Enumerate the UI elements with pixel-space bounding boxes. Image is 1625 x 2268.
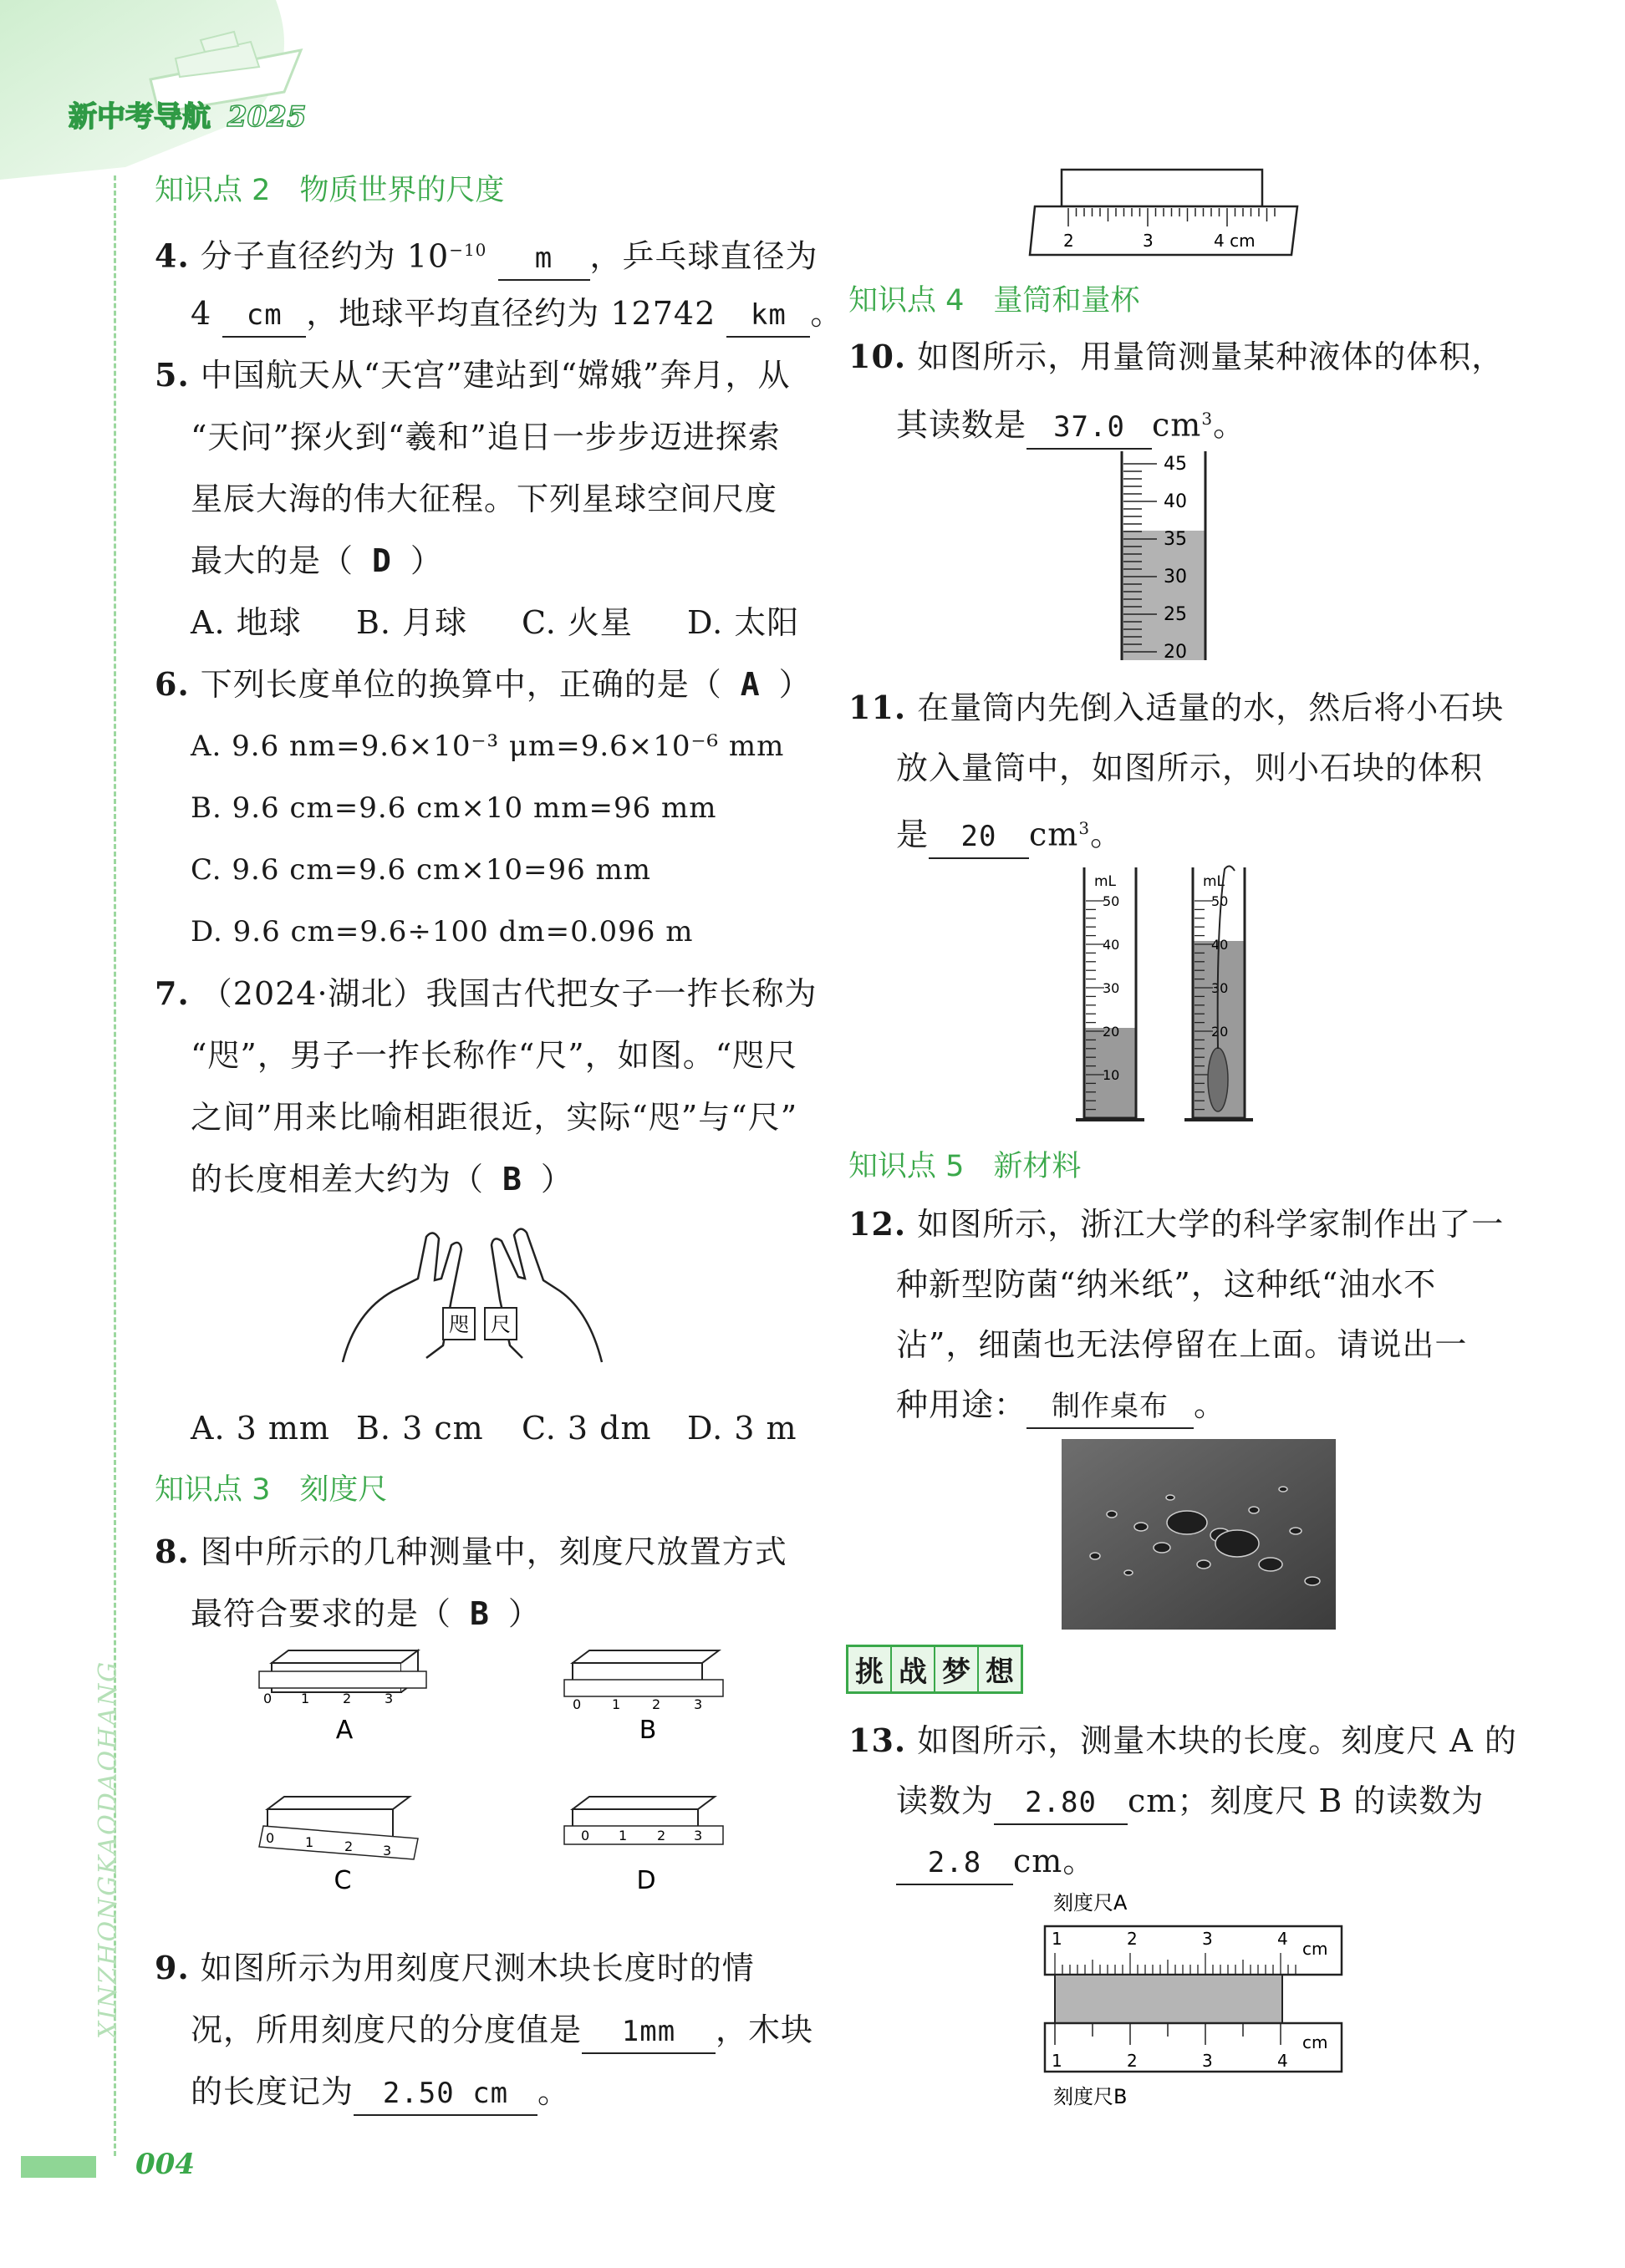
- challenge-char-2: 战: [892, 1647, 934, 1691]
- q4-line2: 4 cm ，地球平均直径约为 12742 km 。: [191, 282, 843, 344]
- q7-answer[interactable]: B: [502, 1161, 522, 1198]
- svg-text:1: 1: [612, 1696, 621, 1712]
- svg-text:3: 3: [1143, 231, 1154, 251]
- svg-text:50: 50: [1211, 893, 1229, 909]
- svg-text:2: 2: [1063, 231, 1074, 251]
- q5-option-a[interactable]: A. 地球: [191, 604, 302, 641]
- q7-option-d[interactable]: D. 3 m: [687, 1410, 797, 1447]
- svg-text:45: 45: [1164, 454, 1187, 475]
- q4-number: 4.: [155, 236, 190, 275]
- q13-line3: 2.8 cm。: [896, 1830, 1095, 1892]
- hands-label-zhi: 咫: [449, 1313, 469, 1336]
- svg-text:3: 3: [694, 1696, 703, 1712]
- challenge-badge: [846, 1645, 1023, 1694]
- nano-paper-photo: [1062, 1439, 1336, 1630]
- q8-label-b: B: [639, 1716, 657, 1745]
- svg-text:40: 40: [1103, 937, 1120, 953]
- svg-text:mL: mL: [1203, 873, 1225, 890]
- ruler-a-label: 刻度尺A: [1053, 1891, 1128, 1915]
- q13-rulers-figure: [1037, 1884, 1354, 2114]
- q11-line1: 11. 在量筒内先倒入适量的水，然后将小石块: [848, 689, 1505, 726]
- q10-line2: 其读数是 37.0 $cm^3$。: [896, 388, 1245, 456]
- svg-text:1: 1: [305, 1834, 314, 1850]
- svg-text:0: 0: [581, 1828, 590, 1843]
- q9-line3: 的长度记为 2.50 cm 。: [191, 2061, 570, 2123]
- q11-line2: 放入量筒中，如图所示，则小石块的体积: [896, 750, 1484, 786]
- svg-text:4 cm: 4 cm: [1214, 231, 1256, 251]
- q7-option-b[interactable]: B. 3 cm: [356, 1410, 484, 1447]
- svg-text:25: 25: [1164, 604, 1187, 625]
- q5-options: [191, 592, 799, 653]
- q8-fig-a: [259, 1650, 426, 1745]
- svg-text:30: 30: [1164, 567, 1187, 587]
- q8-line1: 8. 图中所示的几种测量中，刻度尺放置方式: [155, 1533, 787, 1570]
- q8-fig-c: [259, 1797, 418, 1895]
- svg-text:4: 4: [1277, 1929, 1288, 1949]
- q13-line1: 13. 如图所示，测量木块的长度。刻度尺 A 的: [848, 1721, 1517, 1759]
- svg-text:40: 40: [1164, 491, 1187, 512]
- svg-text:30: 30: [1211, 980, 1229, 996]
- q8-label-d: D: [636, 1866, 656, 1895]
- svg-text:20: 20: [1211, 1024, 1229, 1040]
- svg-text:0: 0: [573, 1696, 582, 1712]
- svg-text:0: 0: [263, 1691, 273, 1706]
- q12-line4: 种用途： 制作桌布 。: [896, 1374, 1226, 1436]
- hands-label-chi: 尺: [491, 1313, 511, 1336]
- svg-text:2: 2: [343, 1691, 352, 1706]
- q11-answer[interactable]: 20: [929, 816, 1029, 859]
- svg-text:30: 30: [1103, 980, 1120, 996]
- svg-text:35: 35: [1164, 529, 1187, 550]
- q10-cylinder-figure: [1112, 447, 1229, 664]
- q12-line3: 沾”，细菌也无法停留在上面。请说出一: [896, 1326, 1468, 1363]
- q7-option-a[interactable]: A. 3 mm: [191, 1410, 330, 1447]
- q8-figures: [251, 1646, 752, 1930]
- q8-fig-d: [564, 1797, 723, 1895]
- q13-line2: 读数为 2.80 cm；刻度尺 B 的读数为: [896, 1770, 1484, 1832]
- q5-option-d[interactable]: D. 太阳: [687, 604, 800, 641]
- q7-line3: 之间”用来比喻相距很近，实际“咫”与“尺”: [191, 1099, 798, 1136]
- svg-text:2: 2: [1127, 2051, 1138, 2071]
- q7-line4: 的长度相差大约为（ B ）: [191, 1161, 573, 1198]
- q12-line2: 种新型防菌“纳米纸”，这种纸“油水不: [896, 1266, 1437, 1303]
- q12-answer[interactable]: 制作桌布: [1026, 1386, 1194, 1429]
- stone-shape: [1208, 1048, 1228, 1111]
- q11-line3: 是 20 $cm^3$。: [896, 797, 1123, 866]
- q10-answer[interactable]: 37.0: [1026, 406, 1152, 450]
- q4-answer-1[interactable]: m: [498, 237, 590, 281]
- ruler-b-label: 刻度尺B: [1053, 2085, 1128, 2108]
- svg-text:10: 10: [1103, 1067, 1120, 1083]
- svg-text:cm: cm: [1302, 2032, 1328, 2052]
- section-3-title: 知识点 3 刻度尺: [155, 1473, 388, 1507]
- q12-line1: 12. 如图所示，浙江大学的科学家制作出了一: [848, 1205, 1505, 1243]
- q6-option-b[interactable]: B. 9.6 cm=9.6 cm×10 mm=96 mm: [191, 791, 717, 825]
- q5-line2: “天问”探火到“羲和”追日一步步迈进探索: [191, 419, 781, 455]
- q8-line2: 最符合要求的是（ B ）: [191, 1595, 541, 1632]
- q5-line4: 最大的是（ D ）: [191, 542, 443, 579]
- footer-bar: [21, 2156, 96, 2178]
- q5-line1: 5. 中国航天从“天宫”建站到“嫦娥”奔月，从: [155, 356, 791, 394]
- hands-figure: [334, 1220, 610, 1370]
- challenge-char-1: 挑: [848, 1647, 890, 1691]
- svg-text:20: 20: [1103, 1024, 1120, 1040]
- svg-text:2: 2: [657, 1828, 666, 1843]
- svg-text:2: 2: [652, 1696, 661, 1712]
- q9-line1: 9. 如图所示为用刻度尺测木块长度时的情: [155, 1949, 755, 1986]
- q7-line1: 7. （2024·湖北）我国古代把女子一拃长称为: [155, 974, 818, 1012]
- section-4-title: 知识点 4 量筒和量杯: [848, 284, 1140, 318]
- svg-text:4: 4: [1277, 2051, 1288, 2071]
- q13-answer-1[interactable]: 2.80: [994, 1782, 1128, 1825]
- q6-line1: 6. 下列长度单位的换算中，正确的是（ A ）: [155, 665, 812, 703]
- q4-answer-2[interactable]: cm: [222, 294, 306, 338]
- svg-text:1: 1: [1052, 1929, 1062, 1949]
- q9-ruler-figure: [1028, 163, 1312, 263]
- q6-option-a[interactable]: A. 9.6 nm=9.6×10⁻³ μm=9.6×10⁻⁶ mm: [191, 730, 785, 763]
- brand-title: 新中考导航 2025: [69, 100, 307, 134]
- q4-line1: 4. 分子直径约为 $10^{-10}$ m ，乒乓球直径为: [155, 219, 818, 287]
- svg-text:mL: mL: [1094, 873, 1117, 890]
- q5-option-c[interactable]: C. 火星: [522, 604, 633, 641]
- section-5-title: 知识点 5 新材料: [848, 1150, 1082, 1183]
- challenge-char-4: 想: [979, 1647, 1021, 1691]
- q6-option-c[interactable]: C. 9.6 cm=9.6 cm×10=96 mm: [191, 853, 652, 887]
- svg-text:1: 1: [619, 1828, 628, 1843]
- brand-year: 2025: [227, 100, 307, 134]
- svg-text:1: 1: [1052, 2051, 1062, 2071]
- svg-text:3: 3: [385, 1691, 394, 1706]
- svg-text:3: 3: [1202, 1929, 1213, 1949]
- side-text: XINZHONGKAODAOHANG: [94, 1660, 123, 2039]
- svg-text:50: 50: [1103, 893, 1120, 909]
- q13-answer-2[interactable]: 2.8: [896, 1842, 1013, 1885]
- q6-option-d[interactable]: D. 9.6 cm=9.6÷100 dm=0.096 m: [191, 915, 694, 948]
- svg-text:1: 1: [301, 1691, 310, 1706]
- q7-option-c[interactable]: C. 3 dm: [522, 1410, 652, 1447]
- q8-fig-b: [564, 1650, 723, 1745]
- challenge-char-3: 梦: [935, 1647, 977, 1691]
- svg-text:0: 0: [266, 1830, 275, 1846]
- q9-answer-2[interactable]: 2.50 cm: [354, 2072, 537, 2116]
- q8-answer[interactable]: B: [470, 1595, 490, 1632]
- q8-label-a: A: [335, 1716, 354, 1745]
- q5-option-b[interactable]: B. 月球: [356, 604, 468, 641]
- svg-text:3: 3: [1202, 2051, 1213, 2071]
- section-2-title: 知识点 2 物质世界的尺度: [155, 174, 505, 207]
- page-number: 004: [135, 2148, 195, 2181]
- svg-text:2: 2: [1127, 1929, 1138, 1949]
- q7-options: [191, 1397, 797, 1459]
- q9-line2: 况，所用刻度尺的分度值是 1mm ，木块: [191, 1999, 813, 2061]
- q4-answer-3[interactable]: km: [726, 294, 810, 338]
- q8-label-c: C: [334, 1866, 352, 1895]
- svg-text:20: 20: [1164, 642, 1187, 663]
- svg-text:2: 2: [344, 1838, 354, 1854]
- svg-text:cm: cm: [1302, 1939, 1328, 1959]
- q9-answer-1[interactable]: 1mm: [582, 2011, 716, 2054]
- q11-cylinders-figure: [1074, 861, 1283, 1128]
- q6-answer[interactable]: A: [740, 666, 761, 703]
- svg-text:40: 40: [1211, 937, 1229, 953]
- svg-text:3: 3: [383, 1843, 392, 1859]
- q7-line2: “咫”，男子一拃长称作“尺”，如图。“咫尺: [191, 1037, 798, 1074]
- svg-text:3: 3: [694, 1828, 703, 1843]
- q5-answer[interactable]: D: [372, 542, 392, 579]
- q10-line1: 10. 如图所示，用量筒测量某种液体的体积，: [848, 338, 1505, 375]
- q5-line3: 星辰大海的伟大征程。下列星球空间尺度: [191, 481, 778, 517]
